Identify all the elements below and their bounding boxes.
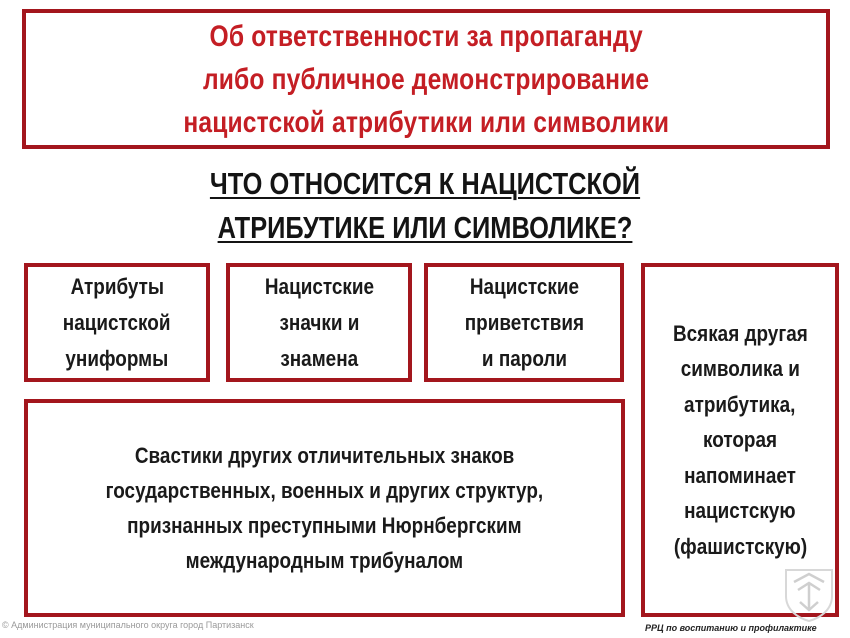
swastikas-line-4: международным трибуналом [185,548,464,573]
question-line-1: ЧТО ОТНОСИТСЯ К НАЦИСТСКОЙ [209,166,641,201]
other-line-5: напоминает [684,462,796,488]
category-badges-box [226,263,412,382]
swastikas-line-2: государственных, военных и других структур, [105,478,544,503]
category-swastikas-box [24,399,625,617]
other-line-3: атрибутика, [684,391,796,417]
title-line-1: Об ответственности за пропаганду [209,19,643,53]
greetings-line-2: приветствия [464,309,584,335]
uniform-line-3: униформы [65,345,169,371]
organization-credit: РРЦ по воспитанию и профилактике [645,623,817,633]
badges-line-2: значки и [279,309,359,335]
copyright-text: © Администрация муниципального округа город Партизанск [2,620,254,630]
category-other-box [641,263,839,617]
other-line-7: (фашистскую) [673,533,807,559]
other-line-2: символика и [680,356,800,382]
greetings-line-3: и пароли [481,345,567,371]
category-greetings-box [424,263,624,382]
greetings-line-1: Нацистские [469,273,579,299]
other-line-4: которая [702,427,777,453]
title-line-2: либо публичное демонстрирование [202,62,650,96]
other-line-6: нацистскую [684,498,796,524]
badges-line-3: знамена [280,345,358,371]
emblem-icon [780,566,838,622]
swastikas-line-1: Свастики других отличительных знаков [134,443,515,468]
title-line-3: нацистской атрибутики или символики [183,105,669,139]
other-line-1: Всякая другая [672,320,808,346]
question-heading [0,162,850,250]
title-banner [22,9,830,149]
question-line-2: АТРИБУТИКЕ ИЛИ СИМВОЛИКЕ? [217,210,633,245]
swastikas-line-3: признанных преступными Нюрнбергским [127,513,522,538]
uniform-line-2: нацистской [63,309,171,335]
uniform-line-1: Атрибуты [70,273,164,299]
badges-line-1: Нацистские [264,273,374,299]
category-uniform-box [24,263,210,382]
